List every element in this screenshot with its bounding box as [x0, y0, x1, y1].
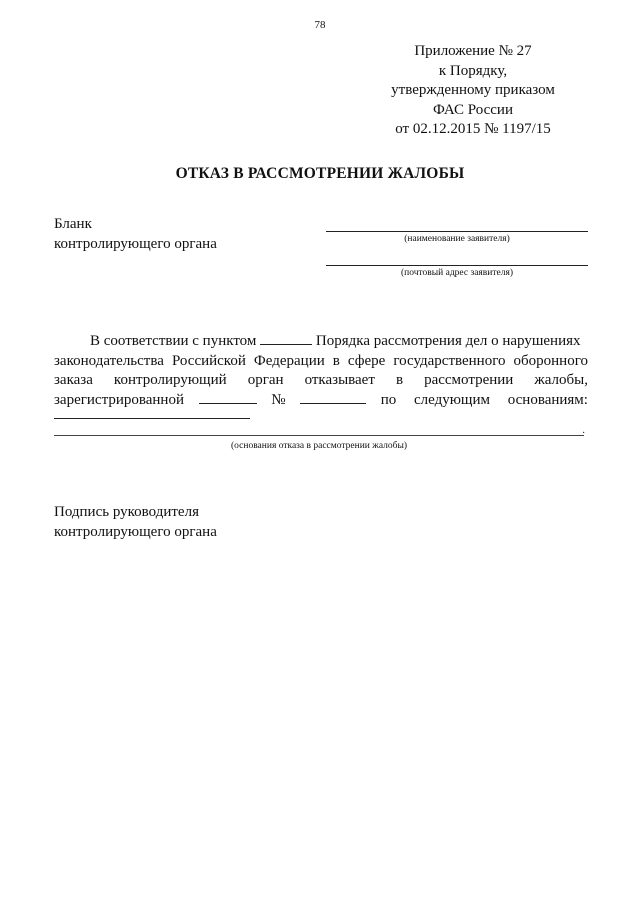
clause-number-blank[interactable] — [260, 332, 312, 345]
signature-line: Подпись руководителя — [54, 504, 199, 520]
body-word: зарегистрированной — [54, 391, 184, 408]
body-line-4 — [54, 391, 588, 411]
letterhead-line: Бланк — [54, 216, 92, 232]
body-line-1 — [54, 332, 588, 352]
body-word: контролирующий — [113, 372, 227, 388]
applicant-name-caption: (наименование заявителя) — [404, 234, 510, 244]
body-line-3 — [54, 371, 588, 391]
reason-line-long[interactable] — [54, 435, 584, 436]
annex-block — [363, 42, 583, 140]
reason-line-short[interactable] — [54, 418, 250, 419]
document-title: ОТКАЗ В РАССМОТРЕНИИ ЖАЛОБЫ — [175, 165, 465, 182]
body-text-start: В соответствии с пунктом — [90, 333, 257, 349]
body-line-2: законодательства Российской Федерации в сфере государственного оборонного — [54, 352, 588, 369]
applicant-address-field[interactable] — [326, 265, 588, 278]
applicant-address-caption: (почтовый адрес заявителя) — [400, 268, 514, 278]
annex-line: утвержденному приказом — [391, 82, 555, 98]
body-paragraph — [54, 332, 588, 410]
number-sign: № — [271, 391, 286, 408]
letterhead-line: контролирующего органа — [54, 235, 217, 252]
reason-caption: (основания отказа в рассмотрении жалобы) — [231, 441, 407, 451]
reason-line-end-dot: · — [582, 428, 586, 439]
body-word: в — [395, 372, 404, 388]
signature-block — [54, 503, 217, 542]
annex-line: от 02.12.2015 № 1197/15 — [395, 121, 551, 137]
body-text-tail: по следующим основаниям: — [380, 391, 588, 408]
letterhead-placeholder — [54, 215, 217, 254]
annex-line: ФАС России — [433, 101, 513, 118]
registration-number-blank[interactable] — [300, 391, 366, 404]
applicant-name-field[interactable] — [326, 231, 588, 244]
body-word: отказывает — [304, 372, 375, 388]
body-text-end: Порядка рассмотрения дел о нарушениях — [315, 333, 581, 349]
annex-line: Приложение № 27 — [414, 43, 532, 59]
body-word: жалобы, — [534, 372, 588, 388]
annex-line: к Порядку, — [438, 62, 508, 79]
body-word: рассмотрении — [424, 372, 514, 388]
body-word: заказа — [54, 372, 93, 388]
body-word: орган — [247, 372, 284, 388]
registration-date-blank[interactable] — [199, 391, 257, 404]
signature-line: контролирующего органа — [54, 523, 217, 540]
page-number: 78 — [314, 19, 326, 31]
